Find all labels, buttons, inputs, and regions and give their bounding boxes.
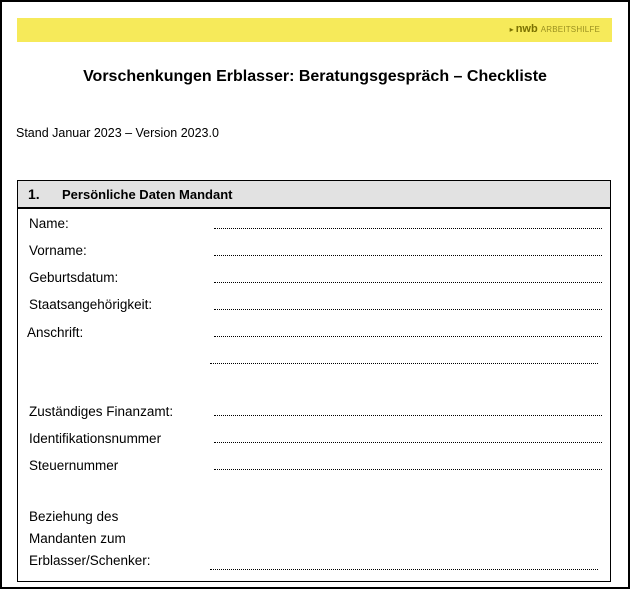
fill-line-vorname[interactable] — [214, 255, 602, 256]
label-staatsangehoerigkeit: Staatsangehörigkeit: — [29, 297, 153, 312]
label-steuernummer: Steuernummer — [29, 458, 119, 473]
nwb-logo — [510, 23, 600, 35]
label-finanzamt: Zuständiges Finanzamt: — [29, 404, 174, 419]
logo-subtitle: ARBEITSHILFE — [540, 25, 600, 34]
fill-line-finanzamt[interactable] — [214, 415, 602, 416]
document-title: Vorschenkungen Erblasser: Beratungsgespräch – Checkliste — [83, 68, 547, 85]
label-geburtsdatum: Geburtsdatum: — [29, 270, 119, 285]
fill-line-identifikationsnummer[interactable] — [214, 442, 602, 443]
section-title: Persönliche Daten Mandant — [62, 186, 233, 202]
label-name: Name: — [29, 216, 69, 231]
label-beziehung-3: Erblasser/Schenker: — [29, 553, 151, 568]
fill-line-geburtsdatum[interactable] — [214, 282, 602, 283]
fill-line-name[interactable] — [214, 228, 602, 229]
label-anschrift: Anschrift: — [27, 325, 84, 340]
version-stamp: Stand Januar 2023 – Version 2023.0 — [16, 126, 219, 140]
section-personal-data — [17, 180, 611, 582]
section-header — [18, 181, 610, 209]
label-beziehung-1: Beziehung des — [29, 509, 119, 524]
arrow-icon: ▸ — [509, 25, 514, 34]
label-beziehung-2: Mandanten zum — [29, 531, 126, 546]
fill-line-steuernummer[interactable] — [214, 469, 602, 470]
fill-line-anschrift-1[interactable] — [214, 336, 602, 337]
fill-line-anschrift-2[interactable] — [210, 363, 598, 364]
logo-text: nwb — [515, 23, 538, 35]
label-vorname: Vorname: — [29, 243, 87, 258]
fill-line-staatsangehoerigkeit[interactable] — [214, 309, 602, 310]
brand-bar — [17, 18, 612, 42]
label-identifikationsnummer: Identifikationsnummer — [29, 431, 162, 446]
fill-line-beziehung[interactable] — [210, 569, 598, 570]
section-number: 1. — [28, 186, 40, 202]
